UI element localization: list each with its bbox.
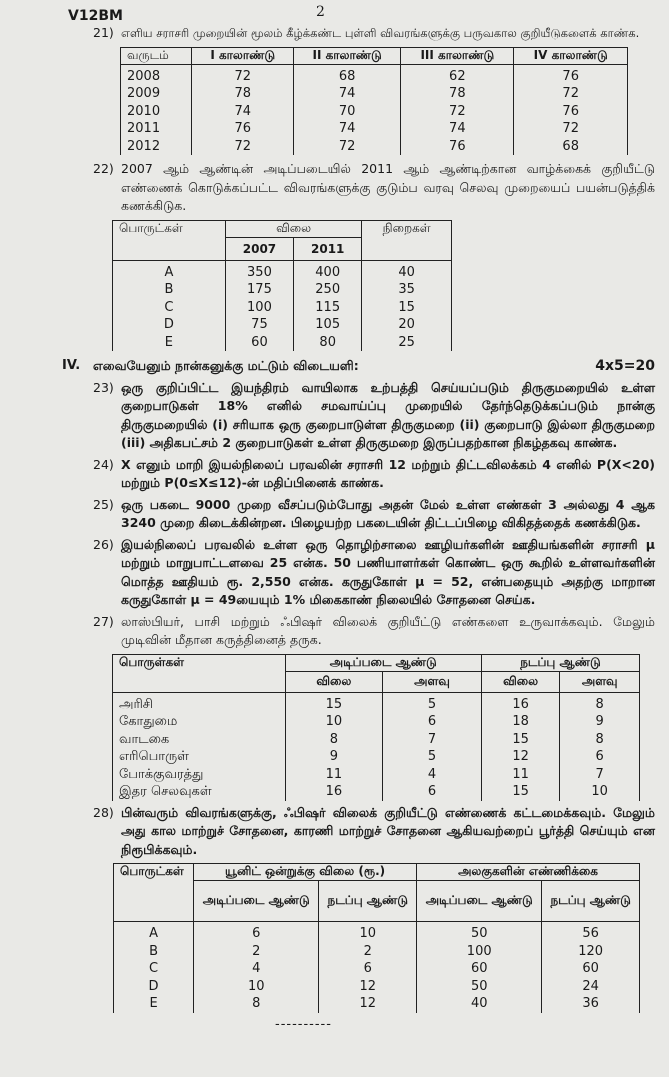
table-cell: 4 [383, 766, 482, 784]
table-cell: 6 [194, 922, 319, 943]
table-cell: 74 [293, 85, 400, 103]
table-row [121, 138, 628, 156]
table-row [114, 995, 640, 1013]
table-cell: அரிசி [113, 692, 286, 713]
table-cell: A [113, 260, 226, 281]
table-cell: 80 [294, 334, 362, 352]
table-cell: 175 [225, 281, 293, 299]
table-cell: 76 [401, 138, 514, 156]
table-row [113, 334, 452, 352]
question-21: 21) எளிய சராசரி முறையின் மூலம் கீழ்க்கண்ட புள்ளி விவரங்களுக்கு பருவகால குறியீடுகளைக் காண்க. [93, 25, 640, 40]
table-cell: போக்குவரத்து [113, 766, 286, 784]
table-cell: 75 [225, 316, 293, 334]
table-cell: 10 [319, 922, 417, 943]
table-row [113, 713, 640, 731]
table-cell: 8 [194, 995, 319, 1013]
table-cell: 12 [319, 995, 417, 1013]
table-cell: 4 [194, 960, 319, 978]
table-cell: 100 [225, 299, 293, 317]
table-cell: 78 [401, 85, 514, 103]
page-number: 2 [316, 4, 325, 20]
table-cell: 40 [362, 260, 452, 281]
table-row [121, 120, 628, 138]
table-cell: 68 [514, 138, 628, 156]
table-row [113, 748, 640, 766]
table-cell: 6 [383, 783, 482, 801]
table-cell: 2009 [121, 85, 192, 103]
table-cell: 6 [383, 713, 482, 731]
question-22: 22) 2007 ஆம் ஆண்டின் அடிப்படையில் 2011 ஆம் ஆண்டிற்கான வாழ்க்கைக் குறியீட்டு எண்ணைக் கொடுக்கப்பட்ட விவரங்களுக்கு குடும்ப வரவு செலவு முறையைப் பயன்படுத்திக் கணக்கிடுக. [93, 161, 655, 213]
table-cell: 72 [514, 85, 628, 103]
table-cell: 15 [285, 692, 382, 713]
table-cell: 11 [481, 766, 559, 784]
question-25: 25) ஒரு பகடை 9000 முறை வீசப்படும்போது அதன் மேல் உள்ள எண்கள் 3 அல்லது 4 ஆக 3240 முறை கிடைக்கின்றன. பிழையற்ற பகடையின் திட்டப்பிழை விகிதத்தைக் கணக்கிடுக. [93, 496, 655, 530]
table-row [113, 783, 640, 801]
table-cell: 40 [417, 995, 542, 1013]
table-cell: 5 [383, 748, 482, 766]
section-instruction: எவையேனும் நான்கனுக்கு மட்டும் விடையளி: [93, 358, 359, 373]
table-seasonal: வருடம் I காலாண்டு II காலாண்டு III காலாண்டு IV காலாண்டு 2008 72 68 62 76 2009 78 74 78 72 2010 74 70 72 76 2011 76 74 74 72 2012 72 72 76 68 [120, 47, 628, 156]
table-cell: 78 [192, 85, 293, 103]
table-row [113, 260, 452, 281]
table-cell: 9 [285, 748, 382, 766]
table-cell: C [114, 960, 194, 978]
table-cell: B [114, 943, 194, 961]
table-cell: 56 [542, 922, 640, 943]
table-cell: இதர செலவுகள் [113, 783, 286, 801]
paper-code: V12BM [68, 8, 123, 24]
table-cell: 6 [560, 748, 640, 766]
table-row [113, 766, 640, 784]
section-label: IV. [62, 358, 81, 373]
table-cell: 10 [285, 713, 382, 731]
table-cell: 115 [294, 299, 362, 317]
table-row [114, 960, 640, 978]
table-cell: 7 [560, 766, 640, 784]
table-row [114, 943, 640, 961]
table-cell: 62 [401, 64, 514, 85]
question-26: 26) இயல்நிலைப் பரவலில் உள்ள ஒரு தொழிற்சாலை ஊழியர்களின் ஊதியங்களின் சராசரி μ மற்றும் மாறுபாட்டளவை 25 என்க. 50 பணியாளர்கள் கொண்ட ஒரு கூறில் உள்ளவர்களின் மொத்த ஊதியம் ரூ. 2,550 என்க. கருதுகோள் μ = 52, என்பதையும் அதற்கு மாறான கருதுகோள் μ = 49யையும் 1% மிகைகாண் நிலையில் சோதனை செய்க. [93, 536, 655, 607]
table-cell: D [113, 316, 226, 334]
question-28: 28) பின்வரும் விவரங்களுக்கு, ஃபிஷர் விலைக் குறியீட்டு எண்ணைக் கட்டமைக்கவும். மேலும் அது கால மாற்றுச் சோதனை, காரணி மாற்றுச் சோதனை ஆகியவற்றைப் பூர்த்தி செய்யும் என நிரூபிக்கவும். [93, 804, 655, 857]
table-cell: 2010 [121, 103, 192, 121]
table-cell: 2008 [121, 64, 192, 85]
table-cell: 12 [481, 748, 559, 766]
table-row [113, 316, 452, 334]
table-cell: 9 [560, 713, 640, 731]
table-cell: 10 [560, 783, 640, 801]
table-cell: 2 [194, 943, 319, 961]
table-cell: 6 [319, 960, 417, 978]
table-cell: 60 [542, 960, 640, 978]
table-cell: 250 [294, 281, 362, 299]
table-row [113, 731, 640, 749]
table-cell: 72 [401, 103, 514, 121]
table-cell: 8 [560, 692, 640, 713]
table-cell: 24 [542, 978, 640, 996]
table-cell: 15 [362, 299, 452, 317]
table-cell: 76 [192, 120, 293, 138]
table-cell: 60 [417, 960, 542, 978]
table-cell: வாடகை [113, 731, 286, 749]
table-row [121, 64, 628, 85]
table-cell: D [114, 978, 194, 996]
table-cell: 74 [192, 103, 293, 121]
table-cell: 74 [401, 120, 514, 138]
table-cell: 120 [542, 943, 640, 961]
table-cell: 400 [294, 260, 362, 281]
table-fisher-index: பொருட்கள் யூனிட் ஒன்றுக்கு விலை (ரூ.) அலகுகளின் எண்ணிக்கை அடிப்படை ஆண்டு நடப்பு ஆண்டு அடிப்படை ஆண்டு நடப்பு ஆண்டு A 6 10 50 56 B 2 2 100 120 C 4 6 60 60 D 10 12 50 24 E 8 12 40 36 [113, 863, 640, 1013]
table-cell: 72 [192, 138, 293, 156]
question-23: 23) ஒரு குறிப்பிட்ட இயந்திரம் வாயிலாக உற்பத்தி செய்யப்படும் திருகுமறையில் உள்ள குறைபாடுகள் 18% எனில் சமவாய்ப்பு முறையில் தேர்ந்தெடுக்கப்படும் நான்கு திருகுமறையில் (i) சரியாக ஒரு குறைபாடுள்ள திருகுமறை (ii) குறைபாடு இல்லா திருகுமறை (iii) அதிகபட்சம் 2 குறைபாடுகள் உள்ள திருகுமறை இருப்பதற்கான நிகழ்தகவு காண்க. [93, 379, 655, 450]
table-cell: 72 [514, 120, 628, 138]
table-cell: 60 [225, 334, 293, 352]
table-row [113, 299, 452, 317]
table-row [121, 85, 628, 103]
table-cell: 10 [194, 978, 319, 996]
table-cell: A [114, 922, 194, 943]
question-27: 27) லாஸ்பியர், பாசி மற்றும் ஃபிஷர் விலைக் குறியீட்டு எண்களை உருவாக்கவும். மேலும் முடிவின் மீதான கருத்தினைத் தருக. [93, 613, 655, 647]
table-cell: 8 [285, 731, 382, 749]
table-cell: 72 [293, 138, 400, 156]
table-cell: 68 [293, 64, 400, 85]
table-family-budget: பொருட்கள் விலை நிறைகள் 2007 2011 A 350 400 40 B 175 250 35 C 100 115 15 D 75 105 20 E 60 80 25 [112, 220, 452, 352]
table-cell: 12 [319, 978, 417, 996]
table-cell: B [113, 281, 226, 299]
table-cell: 20 [362, 316, 452, 334]
table-cell: 2011 [121, 120, 192, 138]
section-marks: 4x5=20 [595, 358, 655, 374]
table-cell: 72 [192, 64, 293, 85]
table-cell: 15 [481, 783, 559, 801]
table-cell: 74 [293, 120, 400, 138]
table-cell: 8 [560, 731, 640, 749]
table-cell: கோதுமை [113, 713, 286, 731]
table-cell: 70 [293, 103, 400, 121]
table-cell: E [113, 334, 226, 352]
table-cell: 50 [417, 978, 542, 996]
table-cell: 35 [362, 281, 452, 299]
table-cell: 25 [362, 334, 452, 352]
table-cell: 18 [481, 713, 559, 731]
table-row [113, 281, 452, 299]
table-cell: 15 [481, 731, 559, 749]
table-cell: 105 [294, 316, 362, 334]
table-cell: E [114, 995, 194, 1013]
table-cell: 16 [285, 783, 382, 801]
table-cell: 76 [514, 103, 628, 121]
table-price-index: பொருள்கள் அடிப்படை ஆண்டு நடப்பு ஆண்டு விலை அளவு விலை அளவு அரிசி 15 5 16 8 கோதுமை 10 6 18 9 வாடகை 8 7 15 8 எரிபொருள் 9 5 12 6 போக்குவரத்து 11 4 11 7 இதர செலவுகள் 16 6 15 10 [112, 654, 640, 801]
table-row [121, 103, 628, 121]
table-cell: 7 [383, 731, 482, 749]
table-row [114, 978, 640, 996]
question-24: 24) X எனும் மாறி இயல்நிலைப் பரவலின் சராசரி 12 மற்றும் திட்டவிலக்கம் 4 எனில் P(X<20) மற்றும் P(0≤X≤12)-ன் மதிப்பினைக் காண்க. [93, 456, 655, 490]
table-cell: 2 [319, 943, 417, 961]
table-cell: 50 [417, 922, 542, 943]
table-cell: 16 [481, 692, 559, 713]
table-cell: 2012 [121, 138, 192, 156]
end-rule: ---------- [275, 1016, 332, 1032]
table-row [114, 922, 640, 943]
table-row [113, 692, 640, 713]
table-cell: 350 [225, 260, 293, 281]
question-flow [62, 0, 655, 1052]
table-cell: எரிபொருள் [113, 748, 286, 766]
table-cell: C [113, 299, 226, 317]
table-cell: 36 [542, 995, 640, 1013]
table-cell: 5 [383, 692, 482, 713]
table-cell: 100 [417, 943, 542, 961]
table-cell: 76 [514, 64, 628, 85]
table-cell: 11 [285, 766, 382, 784]
section-header [62, 357, 655, 376]
